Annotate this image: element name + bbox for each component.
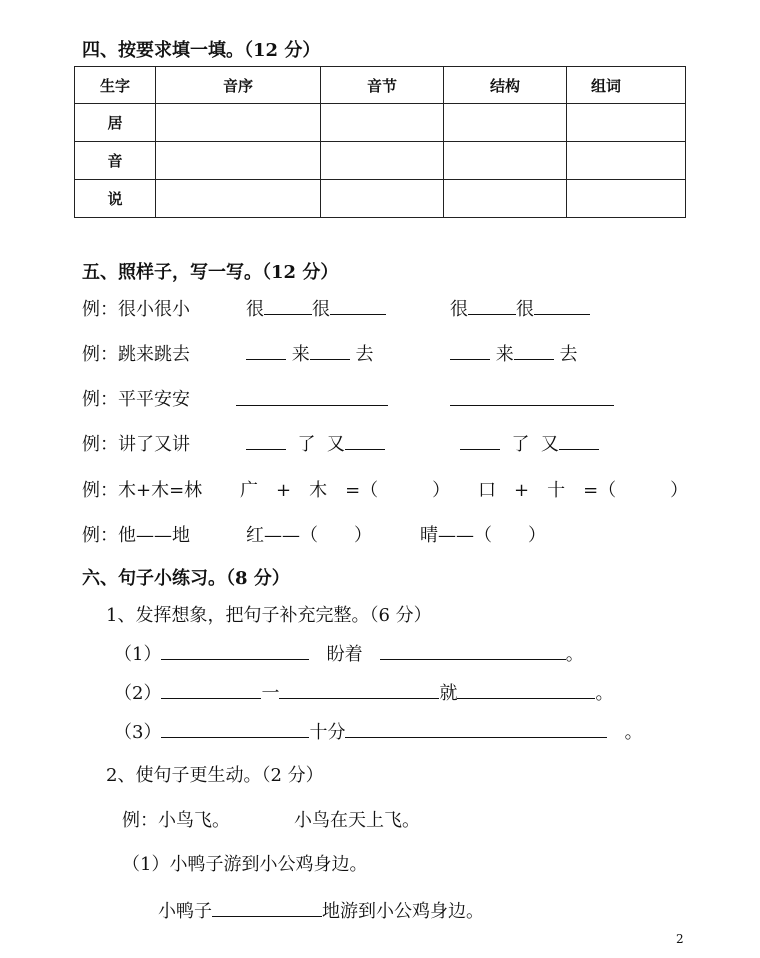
blank[interactable] (279, 680, 439, 699)
table-header-structure: 结构 (444, 67, 567, 104)
example-2-label: 例：跳来跳去 (82, 344, 190, 365)
table-header-character: 生字 (75, 67, 156, 104)
example-4-answer-b: 了 又 (460, 430, 599, 456)
blank[interactable] (534, 296, 590, 315)
example-2-answer-a: 来 去 (246, 340, 373, 366)
example-5-answer-a[interactable]: 广 + 木 =（ ） (240, 480, 451, 501)
example-5-answer-b[interactable]: 口 + 十 =（ ） (478, 480, 689, 501)
blank[interactable] (345, 431, 385, 450)
example-6-answer-a[interactable]: 红——（ ） (246, 525, 372, 546)
blank[interactable] (264, 296, 312, 315)
blank[interactable] (457, 680, 595, 699)
example-4-answer-a: 了 又 (246, 430, 385, 456)
blank[interactable] (514, 341, 554, 360)
table-cell[interactable] (444, 180, 567, 218)
sentence-3: （3） 十分 。 (114, 718, 643, 744)
example-6-label: 例：他——地 (82, 525, 190, 546)
table-cell[interactable] (321, 142, 444, 180)
table-row-character: 居 (75, 104, 156, 142)
section6-title: 六、句子小练习。（8 分） (82, 568, 290, 589)
blank[interactable] (460, 431, 500, 450)
blank[interactable] (212, 898, 322, 917)
sentence-1: （1） 盼着 。 (114, 640, 584, 666)
blank[interactable] (345, 719, 607, 738)
page-number: 2 (676, 932, 684, 946)
blank[interactable] (161, 719, 309, 738)
table-cell[interactable] (444, 104, 567, 142)
answer-line[interactable] (236, 386, 388, 406)
section4-title: 四、按要求填一填。（12 分） (82, 40, 321, 61)
fill-in-table (74, 66, 686, 218)
section5-title: 五、照样子，写一写。（12 分） (82, 262, 339, 283)
blank[interactable] (330, 296, 386, 315)
table-row-character: 说 (75, 180, 156, 218)
blank[interactable] (161, 641, 309, 660)
table-cell[interactable] (567, 142, 686, 180)
table-cell[interactable] (321, 180, 444, 218)
table-cell[interactable] (156, 180, 321, 218)
question-2-item-1-answer: 小鸭子 地游到小公鸡身边。 (158, 897, 484, 923)
blank[interactable] (161, 680, 261, 699)
blank[interactable] (246, 341, 286, 360)
blank[interactable] (380, 641, 566, 660)
example-2-answer-b: 来 去 (450, 340, 577, 366)
question-2-item-1: （1）小鸭子游到小公鸡身边。 (122, 854, 368, 875)
table-cell[interactable] (567, 180, 686, 218)
question-1-title: 1、发挥想象，把句子补充完整。（6 分） (106, 605, 432, 626)
example-5-label: 例：木+木=林 (82, 480, 203, 501)
blank[interactable] (310, 341, 350, 360)
blank[interactable] (450, 341, 490, 360)
answer-line[interactable] (450, 386, 614, 406)
example-6-answer-b[interactable]: 晴——（ ） (420, 525, 546, 546)
blank[interactable] (468, 296, 516, 315)
blank[interactable] (246, 431, 286, 450)
table-header-initial: 音序 (156, 67, 321, 104)
table-header-pinyin: 音节 (321, 67, 444, 104)
example-sentence: 例：小鸟飞。 (122, 810, 230, 831)
table-row-character: 音 (75, 142, 156, 180)
table-cell[interactable] (156, 104, 321, 142)
question-2-title: 2、使句子更生动。（2 分） (106, 765, 324, 786)
table-header-words: 组词 (567, 67, 686, 104)
example-1-label: 例：很小很小 (82, 299, 190, 320)
sentence-2: （2） 一 就 。 (114, 679, 613, 705)
table-cell[interactable] (567, 104, 686, 142)
table-cell[interactable] (156, 142, 321, 180)
example-1-answer-b: 很 很 (450, 295, 590, 321)
example-3-label: 例：平平安安 (82, 389, 190, 410)
table-cell[interactable] (321, 104, 444, 142)
table-cell[interactable] (444, 142, 567, 180)
example-4-label: 例：讲了又讲 (82, 434, 190, 455)
blank[interactable] (559, 431, 599, 450)
example-sentence-answer: 小鸟在天上飞。 (294, 810, 420, 831)
example-1-answer-a: 很 很 (246, 295, 386, 321)
